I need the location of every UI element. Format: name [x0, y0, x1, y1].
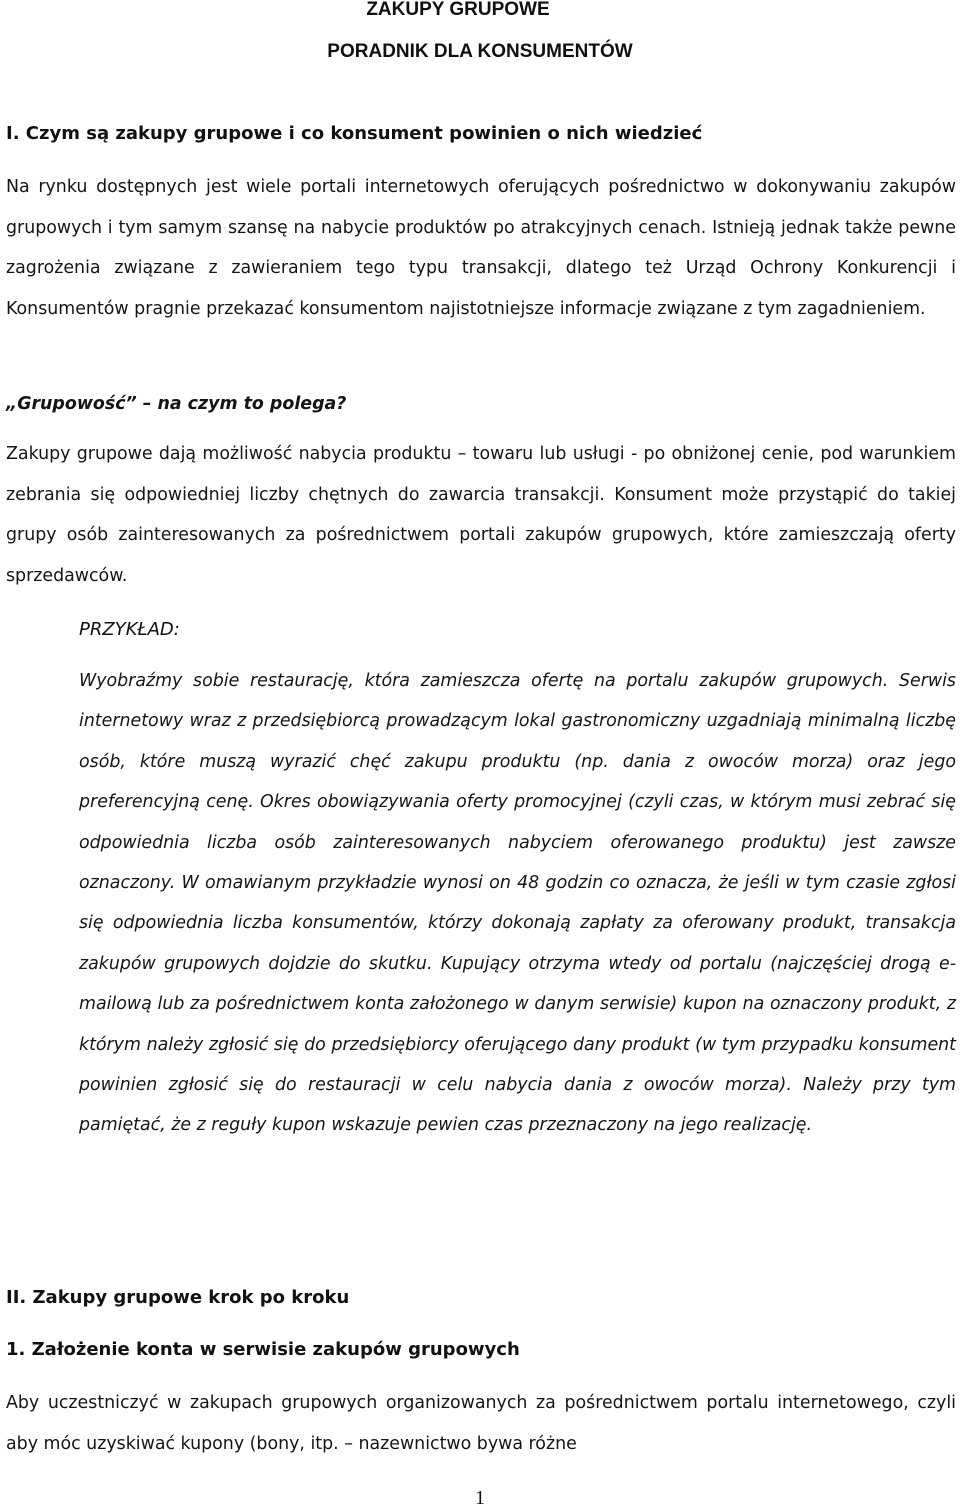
example-paragraph: Wyobraźmy sobie restaurację, która zamieszcza ofertę na portalu zakupów grupowych. Serwis internetowy wraz z przedsiębiorcą prowadzącym lokal gastronomiczny uzgadniają minimalną liczbę osób, które muszą wyrazić chęć zakupu produktu (np. dania z owoców morza) oraz jego preferencyjną cenę. Okres obowiązywania oferty promocyjnej (czyli czas, w którym musi zebrać się odpowiednia liczba osób zainteresowanych nabyciem oferowanego produktu) jest zawsze oznaczony. W omawianym przykładzie wynosi on 48 godzin co oznacza, że jeśli w tym czasie zgłosi się odpowiednia liczba konsumentów, którzy dokonają zapłaty za oferowany produkt, transakcja zakupów grupowych dojdzie do skutku. Kupujący otrzyma wtedy od portalu (najczęściej drogą e-mailową lub za pośrednictwem konta założonego w danym serwisie) kupon na oznaczony produkt, z którym należy zgłosić się do przedsiębiorcy oferującego dany produkt (w tym przypadku konsument powinien zgłosić się do restauracji w celu nabycia dania z owoców morza). Należy przy tym pamiętać, że z reguły kupon wskazuje pewien czas przeznaczony na jego realizację. [79, 671, 956, 1136]
page-number: 1 [475, 1487, 485, 1509]
example-label: PRZYKŁAD: [79, 619, 180, 640]
section-1-definition-paragraph: Zakupy grupowe dają możliwość nabycia produktu – towaru lub usługi - po obniżonej cenie, pod warunkiem zebrania się odpowiedniej liczby chętnych do zawarcia transakcji. Konsument może przystąpić do takiej grupy osób zainteresowanych za pośrednictwem portali zakupów grupowych, które zamieszczają oferty sprzedawców. [6, 444, 956, 587]
subsection-heading: „Grupowość” – na czym to polega? [6, 394, 347, 414]
section-2-heading: II. Zakupy grupowe krok po kroku [6, 1287, 350, 1308]
step-1-paragraph: Aby uczestniczyć w zakupach grupowych organizowanych za pośrednictwem portalu internetowego, czyli aby móc uzyskiwać kupony (bony, itp. – nazewnictwo bywa różne [6, 1393, 956, 1454]
document-subtitle: PORADNIK DLA KONSUMENTÓW [327, 41, 633, 62]
document-title: ZAKUPY GRUPOWE [366, 0, 550, 20]
section-1-heading: I. Czym są zakupy grupowe i co konsument powinien o nich wiedzieć [6, 123, 703, 144]
section-1-intro-paragraph: Na rynku dostępnych jest wiele portali internetowych oferujących pośrednictwo w dokonywaniu zakupów grupowych i tym samym szansę na nabycie produktów po atrakcyjnych cenach. Istnieją jednak także pewne zagrożenia związane z zawieraniem tego typu transakcji, dlatego też Urząd Ochrony Konkurencji i Konsumentów pragnie przekazać konsumentom najistotniejsze informacje związane z tym zagadnieniem. [6, 177, 956, 320]
step-1-heading: 1. Założenie konta w serwisie zakupów grupowych [6, 1339, 520, 1360]
